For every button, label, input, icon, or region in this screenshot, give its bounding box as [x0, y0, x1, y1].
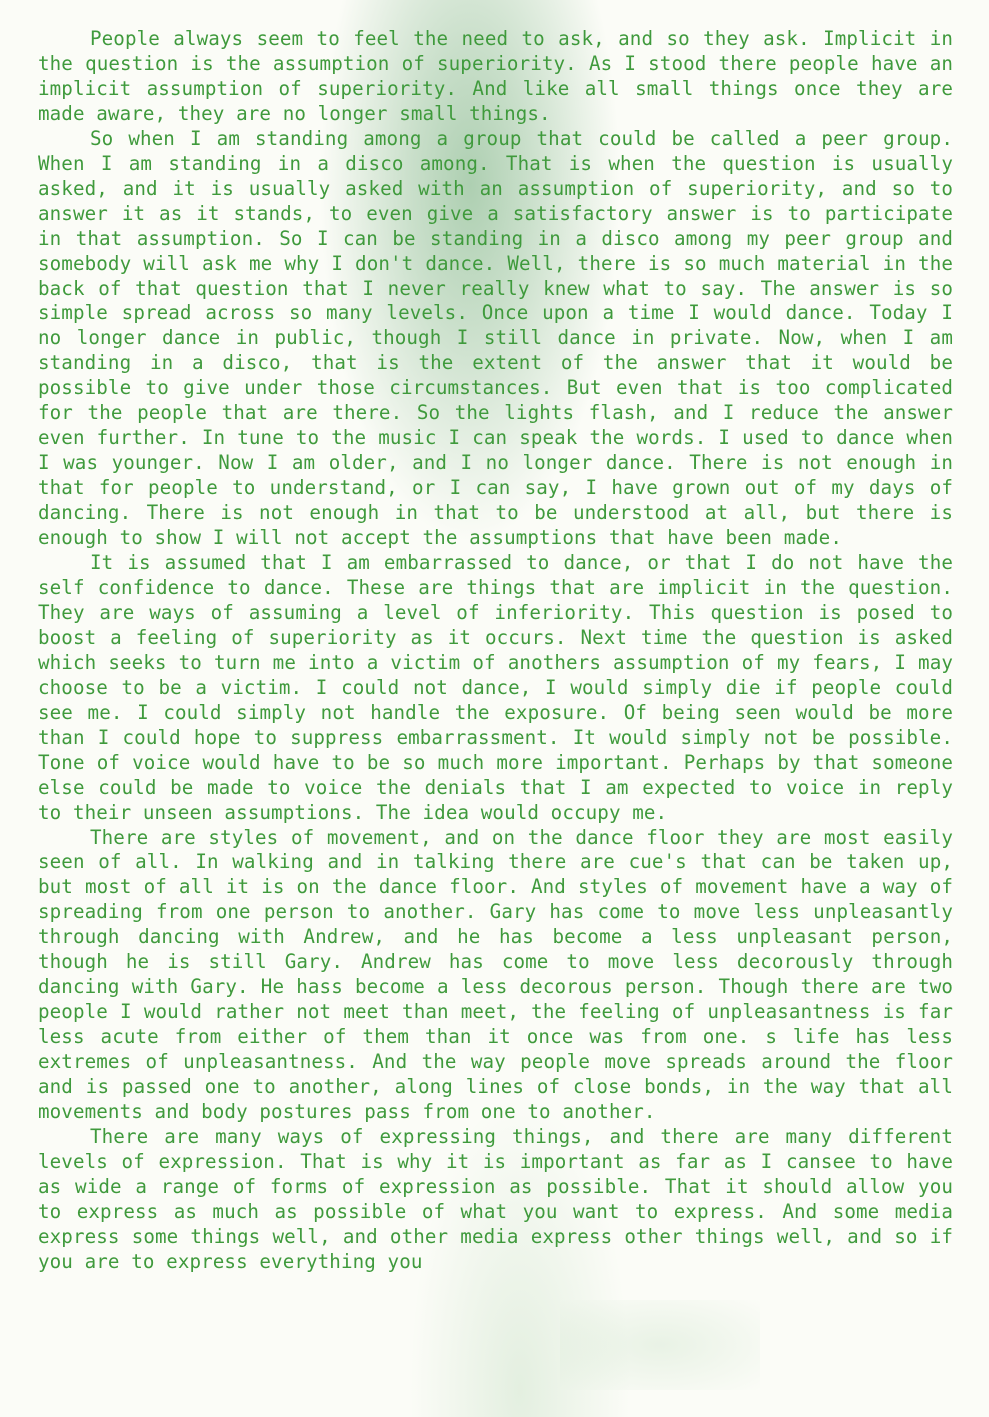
- document-body: [38, 27, 953, 1275]
- paragraph-1: People always seem to feel the need to ask, and so they ask. Implicit in the question is the assumption of superiority. As I stood there people have an implicit assumption of superiority. And like all small things once they are made aware, they are no longer small things.: [38, 27, 953, 125]
- paragraph-3: It is assumed that I am embarrassed to dance, or that I do not have the self confidence to dance. These are things that are implicit in the question. They are ways of assuming a level of inferiority. This question is posed to boost a feeling of superiority as it occurs. Next time the question is asked which seeks to turn me into a victim of anothers assumption of my fears, I may choose to be a victim. I could not dance, I would simply die if people could see me. I could simply not handle the exposure. Of being seen would be more than I could hope to suppress embarrassment. It would simply not be possible. Tone of voice would have to be so much more important. Perhaps by that someone else could be made to voice the denials that I am expected to voice in reply to their unseen assumptions. The idea would occupy me.: [38, 551, 953, 824]
- paragraph-4: There are styles of movement, and on the dance floor they are most easily seen of all. In walking and in talking there are cue's that can be taken up, but most of all it is on the dance floor. And styles of movement have a way of spreading from one person to another. Gary has come to move less unpleasantly through dancing with Andrew, and he has become a less unpleasant person, though he is still Gary. Andrew has come to move less decorously through dancing with Gary. He hass become a less decorous person. Though there are two people I would rather not meet than meet, the feeling of unpleasantness is far less acute from either of them than it once was from one. s life has less extremes of unpleasantness. And the way people move spreads around the floor and is passed one to another, along lines of close bonds, in the way that all movements and body postures pass from one to another.: [38, 825, 953, 1123]
- paragraph-5: There are many ways of expressing things, and there are many different levels of expression. That is why it is important as far as I cansee to have as wide a range of forms of expression as possible. That it should allow you to express as much as possible of what you want to express. And some media express some things well, and other media express other things well, and so if you are to express everything you: [38, 1124, 953, 1273]
- ink-smudge: [560, 1300, 760, 1390]
- paragraph-2: So when I am standing among a group that could be called a peer group. When I am standing in a disco among. That is when the question is usually asked, and it is usually asked with an assumption of superiority, and so to answer it as it stands, to even give a satisfactory answer is to participate in that assumption. So I can be standing in a disco among my peer group and somebody will ask me why I don't dance. Well, there is so much material in the back of that question that I never really knew what to say. The answer is so simple spread across so many levels. Once upon a time I would dance. Today I no longer dance in public, though I still dance in private. Now, when I am standing in a disco, that is the extent of the answer that it would be possible to give under those circumstances. But even that is too complicated for the people that are there. So the lights flash, and I reduce the answer even further. In tune to the music I can speak the words. I used to dance when I was younger. Now I am older, and I no longer dance. There is not enough in that for people to understand, or I can say, I have grown out of my days of dancing. There is not enough in that to be understood at all, but there is enough to show I will not accept the assumptions that have been made.: [38, 126, 953, 550]
